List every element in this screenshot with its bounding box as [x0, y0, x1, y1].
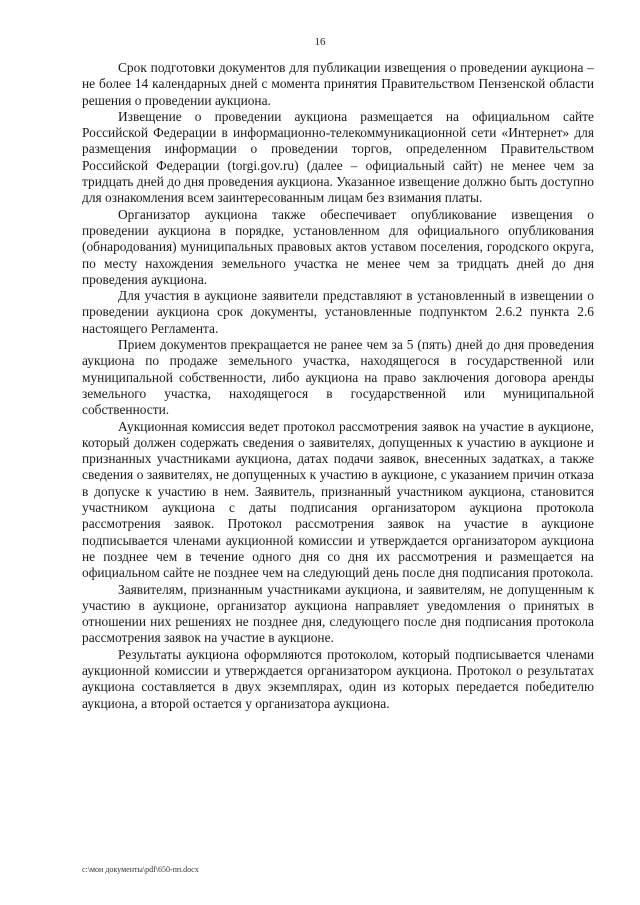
- paragraph-preparation-term: Срок подготовки документов для публикации извещения о проведении аукциона – не более 14 календарных дней с момента принятия Правительством Пензенской области решения о проведении аукциона.: [82, 60, 594, 108]
- page-number: 16: [314, 36, 326, 48]
- paragraph-applicant-notification: Заявителям, признанным участниками аукциона, и заявителям, не допущенным к участию в аукционе, организатор аукциона направляет уведомления о принятых в отношении них решениях не позднее дня, следующего после дня подписания протокола рассмотрения заявок на участие в аукционе.: [82, 581, 594, 646]
- document-body: [82, 60, 594, 712]
- paragraph-applicant-documents: Для участия в аукционе заявители представляют в установленный в извещении о проведении аукциона срок документы, установленные подпунктом 2.6.2 пункта 2.6 настоящего Регламента.: [82, 288, 594, 336]
- paragraph-notice-publication: Извещение о проведении аукциона размещается на официальном сайте Российской Федерации в информационно-телекоммуникационной сети «Интернет» для размещения информации о проведении торгов, определенном Правительством Российской Федерации (torgi.gov.ru) (далее – официальный сайт) не менее чем за тридцать дней до дня проведения аукциона. Указанное извещение должно быть доступно для ознакомления всем заинтересованным лицам без взимания платы.: [82, 108, 594, 206]
- paragraph-document-acceptance: Прием документов прекращается не ранее чем за 5 (пять) дней до дня проведения аукциона по продаже земельного участка, находящегося в государственной или муниципальной собственности, либо аукциона на право заключения договора аренды земельного участка, находящегося в государственной или муниципальной собственности.: [82, 337, 594, 418]
- paragraph-auction-results: Результаты аукциона оформляются протоколом, который подписывается членами аукционной комиссии и утверждается организатором аукциона. Протокол о результатах аукциона составляется в двух экземплярах, один из которых передается победителю аукциона, а второй остается у организатора аукциона.: [82, 646, 594, 711]
- paragraph-commission-protocol: Аукционная комиссия ведет протокол рассмотрения заявок на участие в аукционе, который должен содержать сведения о заявителях, допущенных к участию в аукционе и признанных участниками аукциона, датах подачи заявок, внесенных задатках, а также сведения о заявителях, не допущенных к участию в аукционе, с указанием причин отказа в допуске к участию в нем. Заявитель, признанный участником аукциона, становится участником аукциона с даты подписания организатором аукциона протокола рассмотрения заявок. Протокол рассмотрения заявок на участие в аукционе подписывается членами аукционной комиссии и утверждается организатором аукциона не позднее чем в течение одного дня со дня их рассмотрения и размещается на официальном сайте не позднее чем на следующий день после дня подписания протокола.: [82, 418, 594, 581]
- footer-file-path: c:\мои документы\pdf\650-пп.docx: [82, 865, 199, 874]
- paragraph-organizer-publication: Организатор аукциона также обеспечивает опубликование извещения о проведении аукциона в порядке, установленном для официального опубликования (обнародования) муниципальных правовых актов уставом поселения, городского округа, по месту нахождения земельного участка не менее чем за тридцать дней до дня проведения аукциона.: [82, 206, 594, 287]
